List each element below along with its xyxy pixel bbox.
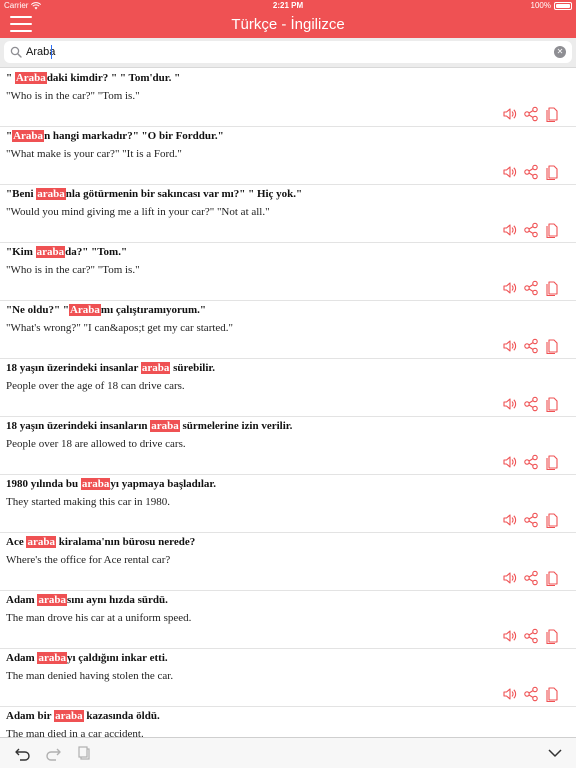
share-button[interactable] [523, 570, 539, 586]
turkish-text-before: " [6, 72, 15, 84]
turkish-text-before: Adam [6, 652, 38, 664]
status-time: 2:21 PM [272, 1, 304, 10]
english-sentence: "What's wrong?" "I can&apos;t get my car started." [6, 322, 234, 334]
search-highlight: araba [55, 710, 83, 722]
share-button[interactable] [523, 628, 539, 644]
share-icon [523, 280, 539, 296]
speaker-icon [502, 338, 518, 354]
row-actions [502, 454, 562, 470]
copy-button[interactable] [544, 106, 560, 122]
english-sentence: The man denied having stolen the car. [6, 670, 174, 682]
turkish-sentence [6, 130, 224, 142]
copy-icon [544, 164, 560, 180]
chevron-down-icon [546, 745, 564, 761]
speak-button[interactable] [502, 338, 518, 354]
search-highlight: araba [38, 594, 66, 606]
share-icon [523, 686, 539, 702]
list-item[interactable] [0, 127, 576, 185]
english-sentence: The man died in a car accident. [6, 728, 144, 737]
speak-button[interactable] [502, 570, 518, 586]
search-highlight: Araba [15, 72, 46, 84]
list-item[interactable] [0, 475, 576, 533]
battery-icon [554, 2, 572, 10]
copy-icon [544, 512, 560, 528]
battery-percent: 100% [530, 1, 551, 10]
speaker-icon [502, 512, 518, 528]
list-item[interactable] [0, 707, 576, 737]
speaker-icon [502, 222, 518, 238]
status-right [531, 1, 572, 10]
english-sentence: They started making this car in 1980. [6, 496, 171, 508]
copy-icon [544, 454, 560, 470]
row-actions [502, 106, 562, 122]
copy-button[interactable] [544, 396, 560, 412]
row-actions [502, 686, 562, 702]
turkish-text-before: "Beni [6, 188, 37, 200]
copy-button[interactable] [544, 570, 560, 586]
hamburger-icon-line [10, 16, 32, 18]
speak-button[interactable] [502, 454, 518, 470]
english-sentence: Where's the office for Ace rental car? [6, 554, 171, 566]
search-highlight: araba [36, 246, 65, 258]
share-button[interactable] [523, 106, 539, 122]
speaker-icon [502, 164, 518, 180]
redo-button[interactable] [44, 745, 62, 761]
copy-icon [544, 686, 560, 702]
speaker-icon [502, 396, 518, 412]
copy-button[interactable] [544, 686, 560, 702]
english-sentence: People over 18 are allowed to drive cars. [6, 438, 186, 450]
copy-button[interactable] [544, 454, 560, 470]
text-caret [51, 45, 52, 59]
list-item[interactable] [0, 69, 576, 127]
copy-icon [544, 338, 560, 354]
menu-button[interactable] [10, 16, 32, 34]
share-icon [523, 512, 539, 528]
turkish-sentence [6, 420, 292, 432]
turkish-text-before: 1980 yılında bu [6, 478, 81, 490]
turkish-sentence [6, 594, 168, 606]
list-item[interactable] [0, 359, 576, 417]
page-title: Türkçe - İngilizce [231, 16, 345, 33]
search-highlight: araba [37, 188, 65, 200]
turkish-text-after: daki kimdir? " " Tom'dur. " [46, 72, 181, 84]
copy-icon [544, 222, 560, 238]
search-icon [10, 46, 22, 58]
share-icon [523, 164, 539, 180]
row-actions [502, 570, 562, 586]
speaker-icon [502, 686, 518, 702]
english-sentence: "Who is in the car?" "Tom is." [6, 264, 140, 276]
search-field[interactable] [4, 41, 572, 63]
turkish-text-after: yı çaldığını inkar etti. [66, 652, 168, 664]
speaker-icon [502, 570, 518, 586]
speak-button[interactable] [502, 164, 518, 180]
turkish-text-before: 18 yaşın üzerindeki insanlar [6, 362, 141, 374]
copy-button[interactable] [544, 628, 560, 644]
speak-button[interactable] [502, 280, 518, 296]
turkish-text-before: " [6, 130, 13, 142]
copy-button[interactable] [544, 164, 560, 180]
copy-button[interactable] [544, 280, 560, 296]
share-icon [523, 396, 539, 412]
speak-button[interactable] [502, 512, 518, 528]
turkish-sentence [6, 188, 302, 200]
clipboard-icon [76, 745, 94, 761]
hamburger-icon-line [10, 30, 32, 32]
share-button[interactable] [523, 222, 539, 238]
list-item[interactable] [0, 185, 576, 243]
speaker-icon [502, 628, 518, 644]
row-actions [502, 164, 562, 180]
copy-icon [544, 106, 560, 122]
row-actions [502, 280, 562, 296]
share-icon [523, 338, 539, 354]
share-icon [523, 222, 539, 238]
search-highlight: araba [151, 420, 179, 432]
share-button[interactable] [523, 686, 539, 702]
speaker-icon [502, 280, 518, 296]
turkish-text-before: Adam [6, 594, 38, 606]
english-sentence: People over the age of 18 can drive cars. [6, 380, 185, 392]
row-actions [502, 338, 562, 354]
list-item[interactable] [0, 533, 576, 591]
copy-icon [544, 628, 560, 644]
speak-button[interactable] [502, 222, 518, 238]
speak-button[interactable] [502, 628, 518, 644]
search-highlight: araba [38, 652, 66, 664]
paste-button[interactable] [76, 745, 94, 761]
undo-button[interactable] [14, 745, 32, 761]
english-sentence: "Who is in the car?" "Tom is." [6, 90, 140, 102]
clear-search-button[interactable]: ✕ [554, 46, 566, 58]
copy-button[interactable] [544, 222, 560, 238]
search-highlight: Araba [13, 130, 44, 142]
share-button[interactable] [523, 512, 539, 528]
results-list[interactable] [0, 69, 576, 737]
row-actions [502, 396, 562, 412]
hamburger-icon-line [10, 23, 32, 25]
turkish-text-after: nla götürmenin bir sakıncası var mı?" " Hiç yok." [65, 188, 303, 200]
carrier-label: Carrier [4, 1, 29, 10]
list-item[interactable] [0, 243, 576, 301]
turkish-sentence [6, 72, 180, 84]
turkish-sentence [6, 710, 160, 722]
search-highlight: araba [27, 536, 55, 548]
search-input[interactable] [26, 43, 546, 61]
share-icon [523, 570, 539, 586]
turkish-text-before: "Kim [6, 246, 36, 258]
search-bar [0, 38, 576, 68]
turkish-sentence [6, 652, 168, 664]
share-button[interactable] [523, 280, 539, 296]
speak-button[interactable] [502, 686, 518, 702]
speak-button[interactable] [502, 396, 518, 412]
copy-icon [544, 570, 560, 586]
speaker-icon [502, 106, 518, 122]
copy-icon [544, 396, 560, 412]
row-actions [502, 628, 562, 644]
turkish-sentence [6, 362, 215, 374]
turkish-text-after: da?" "Tom." [65, 246, 128, 258]
list-item[interactable] [0, 417, 576, 475]
english-sentence: "What make is your car?" "It is a Ford." [6, 148, 182, 160]
speaker-icon [502, 454, 518, 470]
turkish-text-after: sürmelerine izin verilir. [179, 420, 293, 432]
share-button[interactable] [523, 164, 539, 180]
redo-icon [44, 745, 62, 761]
turkish-text-after: kiralama'nın bürosu nerede? [55, 536, 196, 548]
search-highlight: araba [81, 478, 110, 490]
dismiss-keyboard-button[interactable] [546, 745, 564, 761]
turkish-text-after: yı yapmaya başladılar. [110, 478, 217, 490]
undo-icon [14, 745, 32, 761]
english-sentence: "Would you mind giving me a lift in your car?" "Not at all." [6, 206, 270, 218]
row-actions [502, 222, 562, 238]
turkish-text-before: Adam bir [6, 710, 55, 722]
turkish-text-before: 18 yaşın üzerindeki insanların [6, 420, 151, 432]
turkish-text-after: sını aynı hızda sürdü. [66, 594, 168, 606]
share-icon [523, 454, 539, 470]
keyboard-toolbar [0, 737, 576, 768]
speak-button[interactable] [502, 106, 518, 122]
turkish-text-before: Ace [6, 536, 27, 548]
share-icon [523, 628, 539, 644]
share-button[interactable] [523, 454, 539, 470]
share-button[interactable] [523, 338, 539, 354]
english-sentence: The man drove his car at a uniform speed. [6, 612, 192, 624]
copy-button[interactable] [544, 338, 560, 354]
turkish-sentence [6, 246, 127, 258]
copy-icon [544, 280, 560, 296]
turkish-text-before: "Ne oldu?" " [6, 304, 69, 316]
list-item[interactable] [0, 649, 576, 707]
search-highlight: Araba [69, 304, 100, 316]
share-icon [523, 106, 539, 122]
turkish-sentence [6, 304, 206, 316]
turkish-sentence [6, 478, 216, 490]
status-bar [0, 0, 576, 12]
search-highlight: araba [141, 362, 170, 374]
list-item[interactable] [0, 591, 576, 649]
share-button[interactable] [523, 396, 539, 412]
turkish-text-after: mı çalıştıramıyorum." [100, 304, 206, 316]
navigation-bar [0, 12, 576, 38]
turkish-text-after: kazasında öldü. [83, 710, 160, 722]
turkish-text-after: sürebilir. [170, 362, 216, 374]
list-item[interactable] [0, 301, 576, 359]
copy-button[interactable] [544, 512, 560, 528]
row-actions [502, 512, 562, 528]
turkish-sentence [6, 536, 195, 548]
turkish-text-after: n hangi markadır?" "O bir Forddur." [44, 130, 224, 142]
